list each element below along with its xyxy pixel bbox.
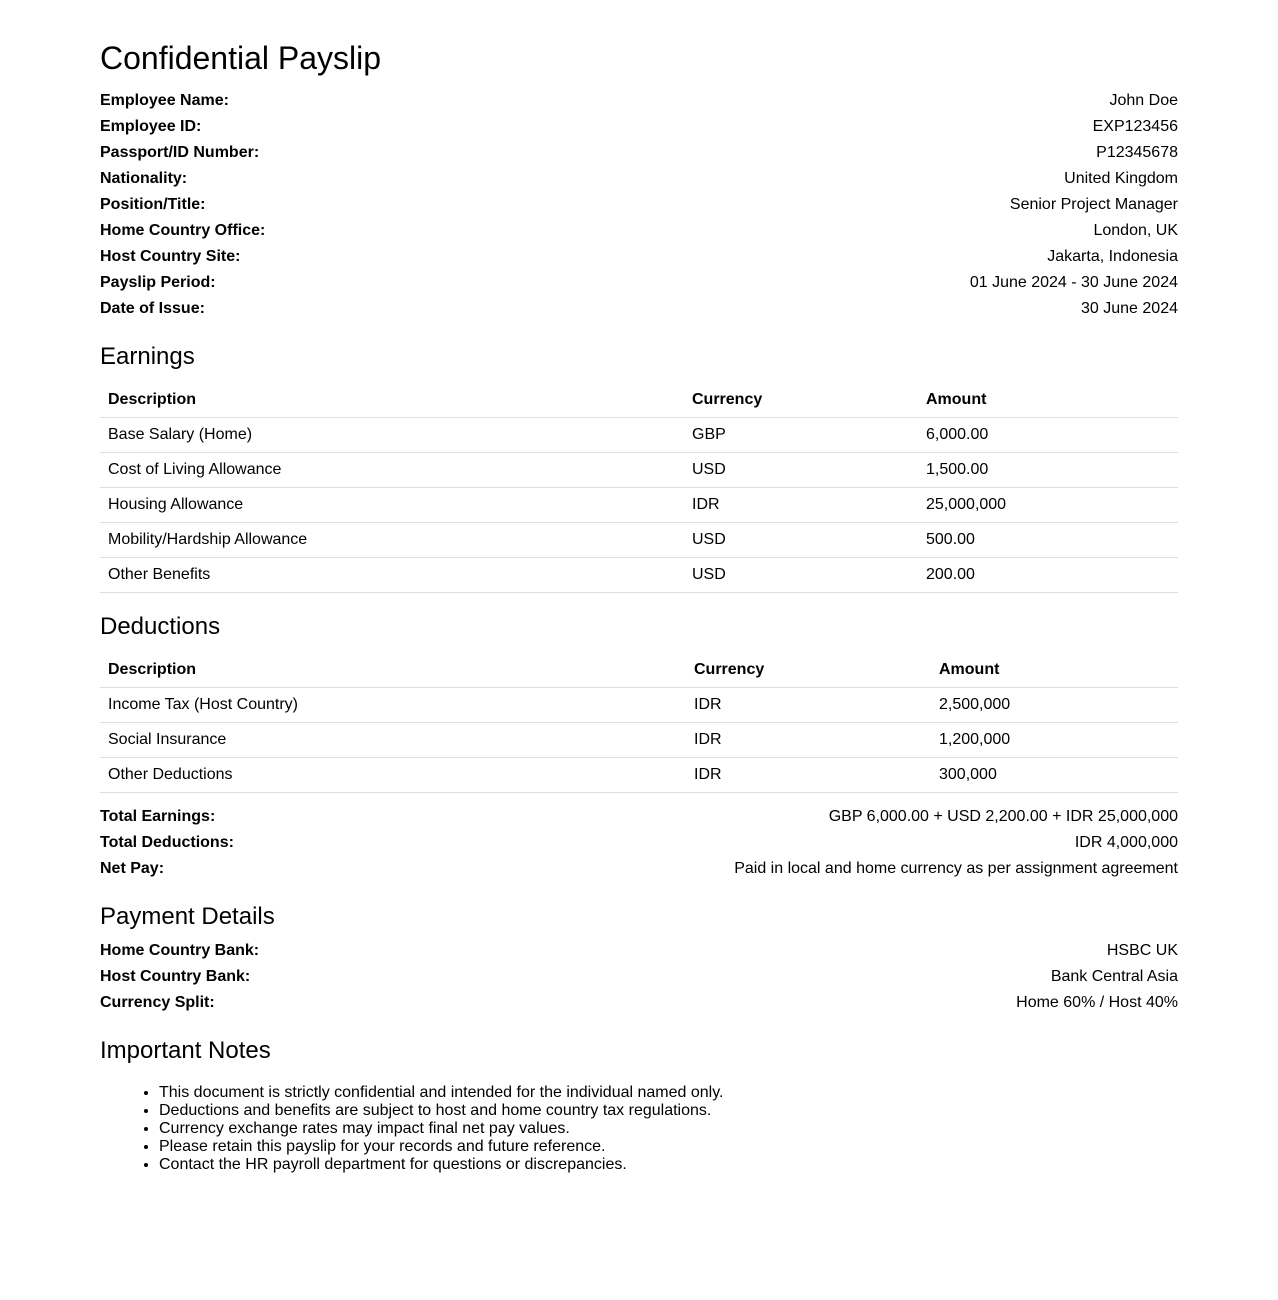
field-value: London, UK xyxy=(1093,222,1178,239)
amount-cell: 25,000,000 xyxy=(918,488,1178,523)
table-row xyxy=(100,453,1178,488)
field-label: Home Country Office: xyxy=(100,222,266,239)
field-value: HSBC UK xyxy=(1106,942,1178,959)
field-label: Currency Split: xyxy=(100,994,215,1011)
currency-cell: GBP xyxy=(684,418,918,453)
description-cell: Base Salary (Home) xyxy=(100,418,684,453)
currency-cell: USD xyxy=(684,558,918,593)
field-value: Home 60% / Host 40% xyxy=(1016,994,1178,1011)
important-notes-heading: Important Notes xyxy=(100,1037,271,1064)
field-value: EXP123456 xyxy=(1092,118,1178,135)
list-item: • Currency exchange rates may impact final net pay values. xyxy=(159,1120,723,1138)
position-row xyxy=(100,192,1178,218)
field-value: P12345678 xyxy=(1096,144,1178,161)
issue-date-row xyxy=(100,296,1178,322)
table-header-row xyxy=(100,382,1178,418)
field-label: Employee Name: xyxy=(100,92,229,109)
totals-summary xyxy=(100,804,1178,882)
field-value: IDR 4,000,000 xyxy=(1074,834,1178,851)
home-bank-row xyxy=(100,938,1178,964)
amount-cell: 200.00 xyxy=(918,558,1178,593)
field-label: Total Earnings: xyxy=(100,808,216,825)
currency-cell: USD xyxy=(684,523,918,558)
field-value: 30 June 2024 xyxy=(1081,300,1178,317)
host-bank-row xyxy=(100,964,1178,990)
nationality-row xyxy=(100,166,1178,192)
list-item: • This document is strictly confidential and intended for the individual named only. xyxy=(159,1084,723,1102)
currency-cell: IDR xyxy=(686,723,931,758)
column-header: Description xyxy=(100,382,684,418)
field-value: Paid in local and home currency as per assignment agreement xyxy=(734,860,1178,877)
notes-list xyxy=(100,1084,723,1174)
field-label: Employee ID: xyxy=(100,118,202,135)
field-label: Nationality: xyxy=(100,170,188,187)
currency-cell: USD xyxy=(684,453,918,488)
currency-cell: IDR xyxy=(686,758,931,793)
column-header: Amount xyxy=(931,652,1178,688)
list-item: • Contact the HR payroll department for questions or discrepancies. xyxy=(159,1156,723,1174)
deductions-heading: Deductions xyxy=(100,613,221,640)
amount-cell: 500.00 xyxy=(918,523,1178,558)
field-label: Date of Issue: xyxy=(100,300,205,317)
table-row xyxy=(100,688,1178,723)
field-value: Jakarta, Indonesia xyxy=(1047,248,1178,265)
column-header: Currency xyxy=(686,652,931,688)
description-cell: Cost of Living Allowance xyxy=(100,453,684,488)
field-label: Net Pay: xyxy=(100,860,165,877)
field-value: John Doe xyxy=(1109,92,1178,109)
payslip-period-row xyxy=(100,270,1178,296)
currency-cell: IDR xyxy=(686,688,931,723)
field-value: Senior Project Manager xyxy=(1009,196,1178,213)
amount-cell: 1,200,000 xyxy=(931,723,1178,758)
amount-cell: 1,500.00 xyxy=(918,453,1178,488)
field-label: Host Country Site: xyxy=(100,248,241,265)
earnings-table xyxy=(100,382,1178,593)
page-title: Confidential Payslip xyxy=(100,40,382,76)
currency-split-row xyxy=(100,990,1178,1016)
field-label: Host Country Bank: xyxy=(100,968,251,985)
column-header: Description xyxy=(100,652,686,688)
description-cell: Housing Allowance xyxy=(100,488,684,523)
table-row xyxy=(100,418,1178,453)
list-item: • Please retain this payslip for your records and future reference. xyxy=(159,1138,723,1156)
table-row xyxy=(100,723,1178,758)
employee-name-row xyxy=(100,88,1178,114)
table-row xyxy=(100,523,1178,558)
field-label: Total Deductions: xyxy=(100,834,234,851)
field-label: Payslip Period: xyxy=(100,274,216,291)
table-row xyxy=(100,488,1178,523)
table-header-row xyxy=(100,652,1178,688)
passport-row xyxy=(100,140,1178,166)
home-office-row xyxy=(100,218,1178,244)
payment-details-heading: Payment Details xyxy=(100,903,275,930)
field-label: Passport/ID Number: xyxy=(100,144,260,161)
employee-details xyxy=(100,88,1178,322)
currency-cell: IDR xyxy=(684,488,918,523)
description-cell: Income Tax (Host Country) xyxy=(100,688,686,723)
list-item: • Deductions and benefits are subject to host and home country tax regulations. xyxy=(159,1102,723,1120)
description-cell: Mobility/Hardship Allowance xyxy=(100,523,684,558)
field-label: Home Country Bank: xyxy=(100,942,260,959)
deductions-table xyxy=(100,652,1178,793)
field-value: Bank Central Asia xyxy=(1050,968,1178,985)
net-pay-row xyxy=(100,856,1178,882)
earnings-heading: Earnings xyxy=(100,343,195,370)
field-label: Position/Title: xyxy=(100,196,206,213)
payment-details xyxy=(100,938,1178,1016)
amount-cell: 300,000 xyxy=(931,758,1178,793)
field-value: 01 June 2024 - 30 June 2024 xyxy=(969,274,1178,291)
description-cell: Other Benefits xyxy=(100,558,684,593)
table-row xyxy=(100,558,1178,593)
description-cell: Social Insurance xyxy=(100,723,686,758)
field-value: United Kingdom xyxy=(1064,170,1178,187)
column-header: Amount xyxy=(918,382,1178,418)
column-header: Currency xyxy=(684,382,918,418)
host-site-row xyxy=(100,244,1178,270)
table-row xyxy=(100,758,1178,793)
employee-id-row xyxy=(100,114,1178,140)
description-cell: Other Deductions xyxy=(100,758,686,793)
amount-cell: 6,000.00 xyxy=(918,418,1178,453)
amount-cell: 2,500,000 xyxy=(931,688,1178,723)
total-earnings-row xyxy=(100,804,1178,830)
total-deductions-row xyxy=(100,830,1178,856)
field-value: GBP 6,000.00 + USD 2,200.00 + IDR 25,000,000 xyxy=(828,808,1178,825)
